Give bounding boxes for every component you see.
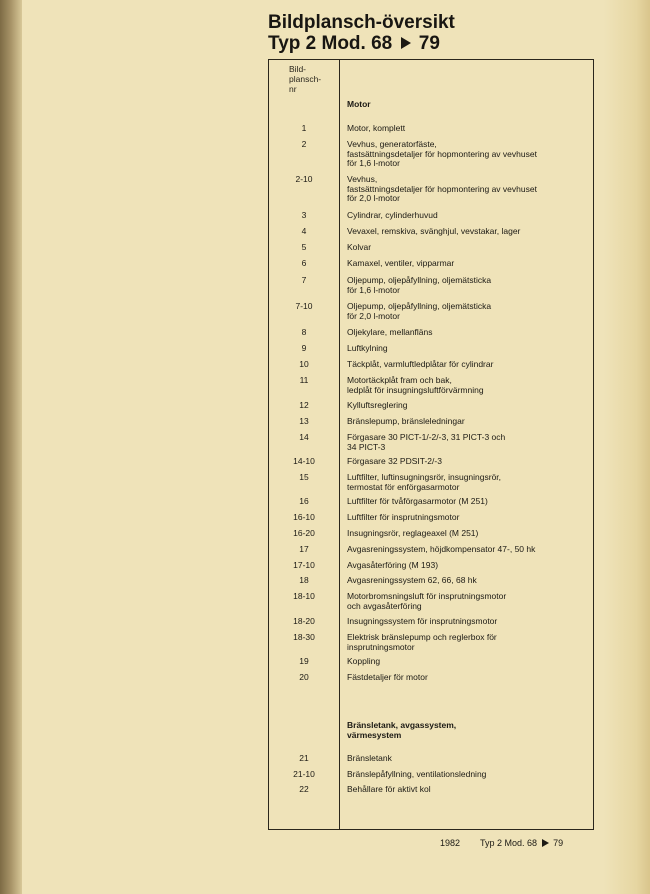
plate-number: 8 — [301, 327, 307, 337]
plate-number: 14 — [299, 432, 309, 442]
page-title — [268, 12, 455, 54]
section-heading-fuel-exhaust-heating: Bränsletank, avgassystem, värmesystem — [347, 720, 457, 740]
plate-number: 19 — [299, 656, 309, 666]
plate-description: Luftfilter, luftinsugningsrör, insugningsrör, termostat för enförgasarmotor — [347, 472, 502, 492]
plate-number: 22 — [299, 784, 309, 794]
title-model-end: 79 — [418, 33, 440, 54]
column-header-plate-nr: Bild- plansch- nr — [289, 64, 322, 94]
plate-number: 15 — [299, 472, 309, 482]
plate-number: 11 — [299, 375, 309, 385]
plate-description: Kolvar — [347, 242, 372, 252]
plate-description: Oljepump, oljepåfyllning, oljemätsticka för 2,0 l-motor — [347, 301, 492, 321]
plate-description: Motortäckplåt fram och bak, ledplåt för insugningsluftförvärmning — [347, 375, 484, 395]
plate-number: 9 — [301, 343, 307, 353]
footer-year: 1982 — [440, 838, 461, 848]
plate-index-table — [268, 59, 594, 830]
footer-model-suffix: 79 — [553, 838, 564, 848]
arrow-icon — [401, 37, 411, 49]
book-binding — [0, 0, 22, 894]
plate-number: 21 — [299, 753, 309, 763]
plate-number: 1 — [301, 123, 307, 133]
plate-number: 16-10 — [293, 512, 315, 522]
title-model: Typ 2 Mod. 68 — [268, 33, 393, 54]
plate-number: 4 — [301, 226, 307, 236]
plate-number: 3 — [301, 210, 307, 220]
plate-number: 18-10 — [293, 591, 315, 601]
plate-number: 20 — [299, 672, 309, 682]
plate-number: 2 — [301, 139, 307, 149]
section-heading-motor: Motor — [347, 99, 371, 109]
plate-description: Luftfilter för insprutningsmotor — [347, 512, 460, 522]
plate-number: 14-10 — [293, 456, 315, 466]
plate-description: Bränsletank — [347, 753, 392, 763]
plate-description: Bränslepåfyllning, ventilationsledning — [347, 769, 487, 779]
plate-description: Bränslepump, bränsleledningar — [347, 416, 465, 426]
plate-description: Vevhus, generatorfäste, fastsättningsdetaljer för hopmontering av vevhuset för 1,6 l-motor — [347, 139, 537, 168]
plate-description: Koppling — [347, 656, 381, 666]
plate-description: Avgasreningssystem 62, 66, 68 hk — [347, 575, 477, 585]
plate-number: 2-10 — [295, 174, 313, 184]
plate-description: Luftkylning — [347, 343, 388, 353]
plate-number: 16-20 — [293, 528, 315, 538]
plate-number: 13 — [299, 416, 309, 426]
plate-description: Avgasåterföring (M 193) — [347, 560, 439, 570]
plate-number: 10 — [299, 359, 309, 369]
title-line-2 — [268, 33, 455, 54]
plate-description: Motorbromsningsluft för insprutningsmotor och avgasåterföring — [347, 591, 507, 611]
plate-number: 17 — [299, 544, 309, 554]
plate-description: Behållare för aktivt kol — [347, 784, 431, 794]
column-divider — [339, 60, 340, 829]
plate-number: 6 — [301, 258, 307, 268]
plate-description: Insugningssystem för insprutningsmotor — [347, 616, 498, 626]
plate-description: Fästdetaljer för motor — [347, 672, 428, 682]
plate-description: Oljekylare, mellanfläns — [347, 327, 433, 337]
plate-description: Oljepump, oljepåfyllning, oljemätsticka för 1,6 l-motor — [347, 275, 492, 295]
plate-description: Kamaxel, ventiler, vipparmar — [347, 258, 455, 268]
plate-number: 7-10 — [295, 301, 313, 311]
plate-number: 18-20 — [293, 616, 315, 626]
plate-number: 17-10 — [293, 560, 315, 570]
plate-description: Kylluftsreglering — [347, 400, 408, 410]
title-line-1: Bildplansch-översikt — [268, 12, 455, 33]
plate-description: Täckplåt, varmluftledplåtar för cylindrar — [347, 359, 494, 369]
plate-description: Avgasreningssystem, höjdkompensator 47-, 50 hk — [347, 544, 536, 554]
plate-number: 18 — [299, 575, 309, 585]
plate-description: Elektrisk bränslepump och reglerbox för insprutningsmotor — [347, 632, 497, 652]
plate-number: 18-30 — [293, 632, 315, 642]
plate-description: Förgasare 32 PDSIT-2/-3 — [347, 456, 442, 466]
plate-description: Luftfilter för tvåförgasarmotor (M 251) — [347, 496, 488, 506]
plate-description: Cylindrar, cylinderhuvud — [347, 210, 438, 220]
plate-number: 7 — [301, 275, 307, 285]
plate-number: 16 — [299, 496, 309, 506]
plate-number: 5 — [301, 242, 307, 252]
plate-description: Vevhus, fastsättningsdetaljer för hopmontering av vevhuset för 2,0 l-motor — [347, 174, 537, 203]
plate-description: Förgasare 30 PICT-1/-2/-3, 31 PICT-3 och 34 PICT-3 — [347, 432, 506, 452]
plate-number: 21-10 — [293, 769, 315, 779]
plate-description: Motor, komplett — [347, 123, 406, 133]
arrow-icon — [542, 839, 549, 847]
plate-description: Insugningsrör, reglageaxel (M 251) — [347, 528, 479, 538]
page-edge — [604, 0, 650, 894]
footer-model — [480, 838, 563, 849]
plate-description: Vevaxel, remskiva, svänghjul, vevstakar, lager — [347, 226, 521, 236]
plate-number: 12 — [299, 400, 309, 410]
footer-model-prefix: Typ 2 Mod. 68 — [480, 838, 538, 848]
